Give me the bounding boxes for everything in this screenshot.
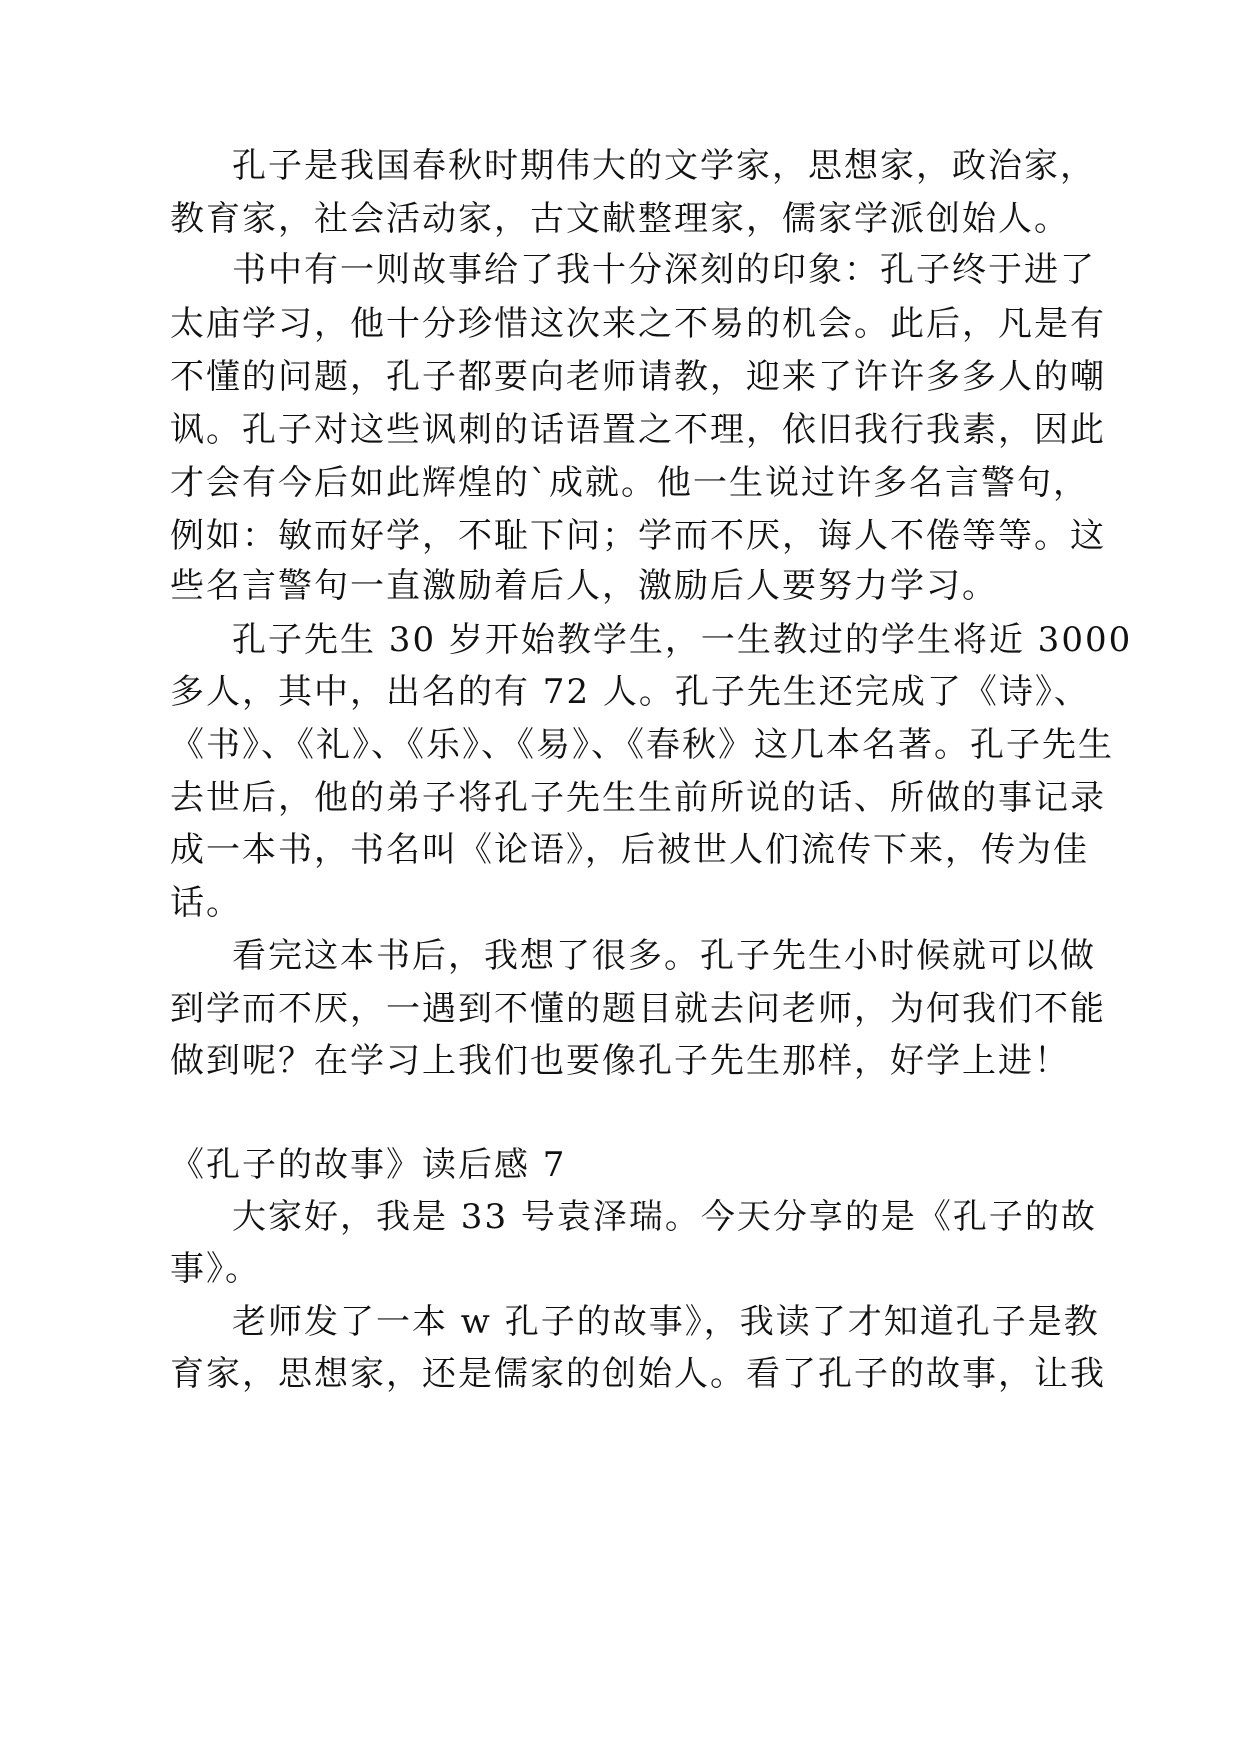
text-line: 做到呢？在学习上我们也要像孔子先生那样，好学上进！: [170, 1041, 1070, 1081]
text-line: 《书》、《礼》、《乐》、《易》、《春秋》这几本名著。孔子先生: [170, 725, 1114, 765]
text-line: 太庙学习，他十分珍惜这次来之不易的机会。此后，凡是有: [170, 304, 1106, 344]
text-line: 才会有今后如此辉煌的`成就。他一生说过许多名言警句，: [170, 463, 1089, 503]
text-line: 些名言警句一直激励着后人，激励后人要努力学习。: [170, 566, 998, 606]
section-heading: 《孔子的故事》读后感 7: [170, 1145, 567, 1185]
text-line: 书中有一则故事给了我十分深刻的印象：孔子终于进了: [232, 250, 1096, 290]
text-line: 老师发了一本 w 孔子的故事》，我读了才知道孔子是教: [232, 1302, 1100, 1342]
text-line: 孔子是我国春秋时期伟大的文学家，思想家，政治家，: [232, 146, 1096, 186]
text-line: 孔子先生 30 岁开始教学生，一生教过的学生将近 3000: [232, 620, 1133, 660]
text-line: 到学而不厌，一遇到不懂的题目就去问老师，为何我们不能: [170, 989, 1106, 1029]
text-line: 不懂的问题，孔子都要向老师请教，迎来了许许多多人的嘲: [170, 357, 1106, 397]
text-line: 多人，其中，出名的有 72 人。孔子先生还完成了《诗》、: [170, 672, 1090, 712]
text-line: 大家好，我是 33 号袁泽瑞。今天分享的是《孔子的故: [232, 1197, 1097, 1237]
text-line: 例如：敏而好学，不耻下问；学而不厌，诲人不倦等等。这: [170, 516, 1106, 556]
text-line: 教育家，社会活动家，古文献整理家，儒家学派创始人。: [170, 199, 1070, 239]
text-line: 看完这本书后，我想了很多。孔子先生小时候就可以做: [232, 936, 1096, 976]
text-line: 成一本书，书名叫《论语》，后被世人们流传下来，传为佳: [170, 830, 1089, 870]
text-line: 话。: [170, 883, 242, 923]
text-line: 去世后，他的弟子将孔子先生生前所说的话、所做的事记录: [170, 778, 1106, 818]
text-line: 事》。: [170, 1249, 261, 1289]
text-line: 讽。孔子对这些讽刺的话语置之不理，依旧我行我素，因此: [170, 410, 1106, 450]
text-line: 育家，思想家，还是儒家的创始人。看了孔子的故事，让我: [170, 1354, 1106, 1394]
